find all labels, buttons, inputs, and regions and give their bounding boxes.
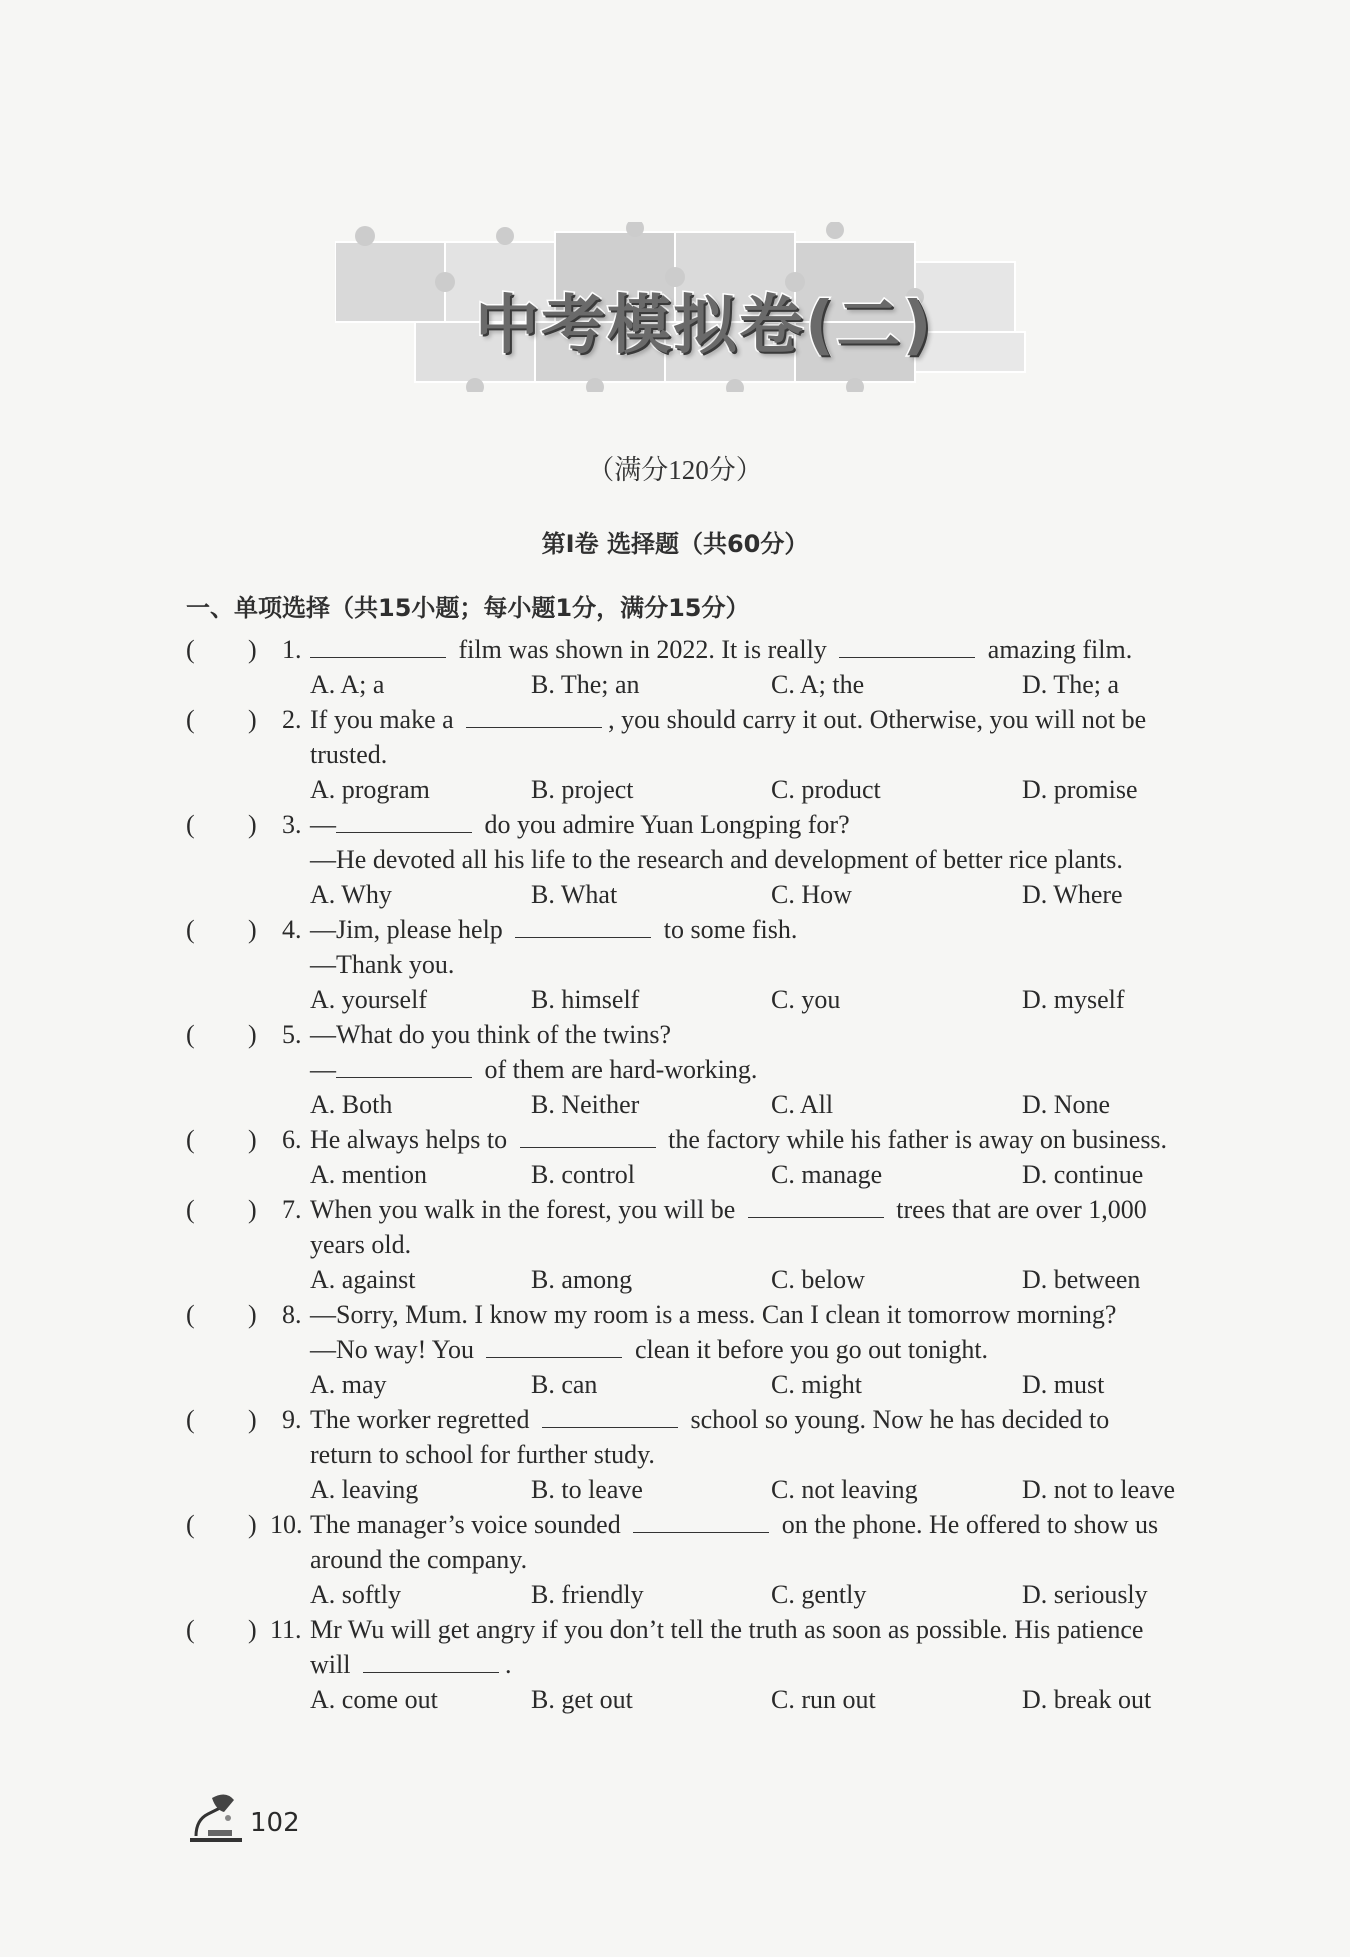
answer-blank[interactable] — [839, 633, 975, 658]
answer-bracket-open: ( — [186, 1020, 195, 1049]
option-b[interactable]: B. friendly — [531, 1580, 644, 1609]
question-item — [186, 912, 1236, 1017]
option-c[interactable]: C. might — [771, 1370, 863, 1399]
question-text — [310, 807, 850, 842]
question-line — [186, 1227, 1236, 1262]
option-a[interactable]: A. A; a — [310, 670, 385, 699]
question-text-segment: —Sorry, Mum. I know my room is a mess. Can I clean it tomorrow morning? — [310, 1300, 1117, 1329]
answer-blank[interactable] — [515, 913, 651, 938]
question-text — [310, 1612, 1143, 1647]
option-b[interactable]: B. What — [531, 880, 618, 909]
question-text-segment: If you make a — [310, 705, 461, 734]
option-row — [186, 1472, 1236, 1507]
answer-bracket-close: ) — [248, 705, 257, 734]
answer-bracket-close: ) — [248, 1020, 257, 1049]
option-d[interactable]: D. Where — [1022, 880, 1123, 909]
question-item — [186, 1402, 1236, 1507]
question-line — [186, 737, 1236, 772]
question-line — [186, 1542, 1236, 1577]
question-line — [186, 1332, 1236, 1367]
question-text-segment: —No way! You — [310, 1335, 481, 1364]
question-text-segment: to some fish. — [657, 915, 798, 944]
answer-bracket-open: ( — [186, 810, 195, 839]
question-number: 11. — [270, 1615, 302, 1644]
option-d[interactable]: D. None — [1022, 1090, 1111, 1119]
option-d[interactable]: D. continue — [1022, 1160, 1144, 1189]
question-line — [186, 1507, 1236, 1542]
answer-blank[interactable] — [486, 1333, 622, 1358]
question-item — [186, 1612, 1236, 1717]
question-text-segment: amazing film. — [981, 635, 1133, 664]
question-line — [186, 1297, 1236, 1332]
answer-bracket-close: ) — [248, 915, 257, 944]
option-b[interactable]: B. project — [531, 775, 634, 804]
question-line — [186, 842, 1236, 877]
question-text-segment: The manager’s voice sounded — [310, 1510, 628, 1539]
question-text-segment: film was shown in 2022. It is really — [452, 635, 834, 664]
question-text-segment: trusted. — [310, 740, 388, 769]
question-text — [310, 1402, 1109, 1437]
question-line — [186, 912, 1236, 947]
option-a[interactable]: A. against — [310, 1265, 416, 1294]
answer-bracket-open: ( — [186, 1615, 195, 1644]
answer-bracket-close: ) — [248, 1510, 257, 1539]
question-text — [310, 1542, 527, 1577]
answer-blank[interactable] — [633, 1508, 769, 1533]
question-number: 8. — [282, 1300, 302, 1329]
answer-blank[interactable] — [520, 1123, 656, 1148]
lamp-reading-icon — [186, 1790, 246, 1846]
question-text — [310, 632, 1132, 667]
option-b[interactable]: B. Neither — [531, 1090, 640, 1119]
question-text-segment: — — [310, 810, 336, 839]
option-c[interactable]: C. How — [771, 880, 852, 909]
answer-blank[interactable] — [363, 1648, 499, 1673]
answer-blank[interactable] — [336, 1053, 472, 1078]
option-d[interactable]: D. not to leave — [1022, 1475, 1176, 1504]
answer-blank[interactable] — [542, 1403, 678, 1428]
option-row — [186, 1682, 1236, 1717]
question-text — [310, 1437, 655, 1472]
part-heading: 一、单项选择（共15小题；每小题1分，满分15分） — [186, 594, 750, 622]
option-c[interactable]: C. All — [771, 1090, 834, 1119]
question-text — [310, 737, 387, 772]
option-b[interactable]: B. himself — [531, 985, 640, 1014]
question-line — [186, 1017, 1236, 1052]
answer-bracket-open: ( — [186, 635, 195, 664]
question-text-segment: —Jim, please help — [310, 915, 510, 944]
option-row — [186, 1577, 1236, 1612]
option-b[interactable]: B. control — [531, 1160, 635, 1189]
option-row — [186, 1367, 1236, 1402]
question-text-segment: of them are hard-working. — [478, 1055, 758, 1084]
option-c[interactable]: C. run out — [771, 1685, 876, 1714]
option-d[interactable]: D. myself — [1022, 985, 1125, 1014]
question-text-segment: do you admire Yuan Longping for? — [478, 810, 850, 839]
answer-bracket-open: ( — [186, 915, 195, 944]
question-text-segment: —What do you think of the twins? — [310, 1020, 672, 1049]
question-item — [186, 702, 1236, 807]
question-text — [310, 1507, 1158, 1542]
option-row — [186, 1262, 1236, 1297]
option-row — [186, 877, 1236, 912]
question-number: 4. — [282, 915, 302, 944]
question-text — [310, 912, 797, 947]
question-list — [186, 632, 1236, 1717]
question-text-segment: clean it before you go out tonight. — [628, 1335, 989, 1364]
question-text-segment: will — [310, 1650, 357, 1679]
option-a[interactable]: A. Why — [310, 880, 392, 909]
answer-blank[interactable] — [336, 808, 472, 833]
option-d[interactable]: D. must — [1022, 1370, 1105, 1399]
option-c[interactable]: C. A; the — [771, 670, 865, 699]
question-number: 2. — [282, 705, 302, 734]
question-text — [310, 1052, 757, 1087]
section-title: 第Ⅰ卷 选择题（共60分） — [541, 530, 809, 558]
question-text-segment: around the company. — [310, 1545, 528, 1574]
question-text-segment: years old. — [310, 1230, 412, 1259]
question-text-segment: school so young. Now he has decided to — [683, 1405, 1110, 1434]
full-score-note: （满分120分） — [587, 455, 763, 485]
answer-bracket-close: ) — [248, 1615, 257, 1644]
question-item — [186, 1122, 1236, 1192]
option-c[interactable]: C. below — [771, 1265, 865, 1294]
answer-blank[interactable] — [748, 1193, 884, 1218]
question-number: 7. — [282, 1195, 302, 1224]
option-b[interactable]: B. get out — [531, 1685, 633, 1714]
option-b[interactable]: B. The; an — [531, 670, 640, 699]
question-text — [310, 947, 454, 982]
option-c[interactable]: C. you — [771, 985, 841, 1014]
question-text — [310, 1647, 511, 1682]
question-item — [186, 632, 1236, 702]
option-c[interactable]: C. not leaving — [771, 1475, 918, 1504]
answer-bracket-close: ) — [248, 1300, 257, 1329]
question-item — [186, 1297, 1236, 1402]
question-number: 1. — [282, 635, 302, 664]
option-c[interactable]: C. manage — [771, 1160, 883, 1189]
question-item — [186, 807, 1236, 912]
answer-bracket-close: ) — [248, 810, 257, 839]
option-d[interactable]: D. seriously — [1022, 1580, 1148, 1609]
question-number: 5. — [282, 1020, 302, 1049]
option-c[interactable]: C. gently — [771, 1580, 867, 1609]
option-c[interactable]: C. product — [771, 775, 881, 804]
option-d[interactable]: D. promise — [1022, 775, 1138, 804]
question-line — [186, 807, 1236, 842]
option-a[interactable]: A. mention — [310, 1160, 427, 1189]
option-row — [186, 1157, 1236, 1192]
question-line — [186, 702, 1236, 737]
question-number: 9. — [282, 1405, 302, 1434]
page-number: 102 — [250, 1808, 300, 1838]
question-text-segment: trees that are over 1,000 — [889, 1195, 1147, 1224]
question-text-segment: , you should carry it out. Otherwise, you will not be — [608, 705, 1147, 734]
option-row — [186, 667, 1236, 702]
question-text-segment: the factory while his father is away on business. — [661, 1125, 1168, 1154]
option-b[interactable]: B. to leave — [531, 1475, 643, 1504]
question-text — [310, 1192, 1147, 1227]
question-text — [310, 1297, 1116, 1332]
option-a[interactable]: A. program — [310, 775, 430, 804]
question-text-segment: He always helps to — [310, 1125, 514, 1154]
question-line — [186, 1437, 1236, 1472]
question-line — [186, 1192, 1236, 1227]
question-text — [310, 702, 1146, 737]
title-banner — [335, 222, 1055, 392]
question-line — [186, 1402, 1236, 1437]
answer-blank[interactable] — [466, 703, 602, 728]
question-text — [310, 842, 1123, 877]
question-text — [310, 1017, 671, 1052]
question-line — [186, 1052, 1236, 1087]
question-item — [186, 1192, 1236, 1297]
page-footer — [186, 1790, 386, 1850]
question-number: 3. — [282, 810, 302, 839]
answer-bracket-close: ) — [248, 635, 257, 664]
question-text-segment: —He devoted all his life to the research and development of better rice plants. — [310, 845, 1123, 874]
option-b[interactable]: B. among — [531, 1265, 633, 1294]
question-text-segment: Mr Wu will get angry if you don’t tell the truth as soon as possible. His patience — [310, 1615, 1144, 1644]
question-line — [186, 1122, 1236, 1157]
question-number: 10. — [270, 1510, 303, 1539]
option-d[interactable]: D. break out — [1022, 1685, 1152, 1714]
question-text-segment: The worker regretted — [310, 1405, 536, 1434]
question-item — [186, 1017, 1236, 1122]
answer-bracket-open: ( — [186, 705, 195, 734]
question-text-segment: When you walk in the forest, you will be — [310, 1195, 742, 1224]
answer-bracket-open: ( — [186, 1405, 195, 1434]
question-text-segment: — — [310, 1055, 336, 1084]
question-text-segment: return to school for further study. — [310, 1440, 655, 1469]
option-a[interactable]: A. come out — [310, 1685, 438, 1714]
option-row — [186, 1087, 1236, 1122]
option-b[interactable]: B. can — [531, 1370, 598, 1399]
option-a[interactable]: A. leaving — [310, 1475, 419, 1504]
option-a[interactable]: A. softly — [310, 1580, 401, 1609]
option-a[interactable]: A. may — [310, 1370, 387, 1399]
answer-bracket-close: ) — [248, 1195, 257, 1224]
option-a[interactable]: A. Both — [310, 1090, 393, 1119]
question-number: 6. — [282, 1125, 302, 1154]
question-text — [310, 1227, 411, 1262]
answer-blank[interactable] — [310, 633, 446, 658]
answer-bracket-open: ( — [186, 1125, 195, 1154]
question-text-segment: —Thank you. — [310, 950, 455, 979]
option-d[interactable]: D. between — [1022, 1265, 1141, 1294]
option-row — [186, 772, 1236, 807]
option-row — [186, 982, 1236, 1017]
answer-bracket-open: ( — [186, 1300, 195, 1329]
question-text-segment: on the phone. He offered to show us — [775, 1510, 1159, 1539]
page-title: 中考模拟卷(二) — [475, 289, 934, 363]
question-line — [186, 947, 1236, 982]
question-line — [186, 632, 1236, 667]
option-d[interactable]: D. The; a — [1022, 670, 1119, 699]
question-line — [186, 1647, 1236, 1682]
answer-bracket-open: ( — [186, 1510, 195, 1539]
answer-bracket-close: ) — [248, 1405, 257, 1434]
question-line — [186, 1612, 1236, 1647]
answer-bracket-open: ( — [186, 1195, 195, 1224]
option-a[interactable]: A. yourself — [310, 985, 427, 1014]
question-text — [310, 1332, 988, 1367]
question-text — [310, 1122, 1167, 1157]
answer-bracket-close: ) — [248, 1125, 257, 1154]
question-item — [186, 1507, 1236, 1612]
question-text-segment: . — [504, 1650, 512, 1679]
